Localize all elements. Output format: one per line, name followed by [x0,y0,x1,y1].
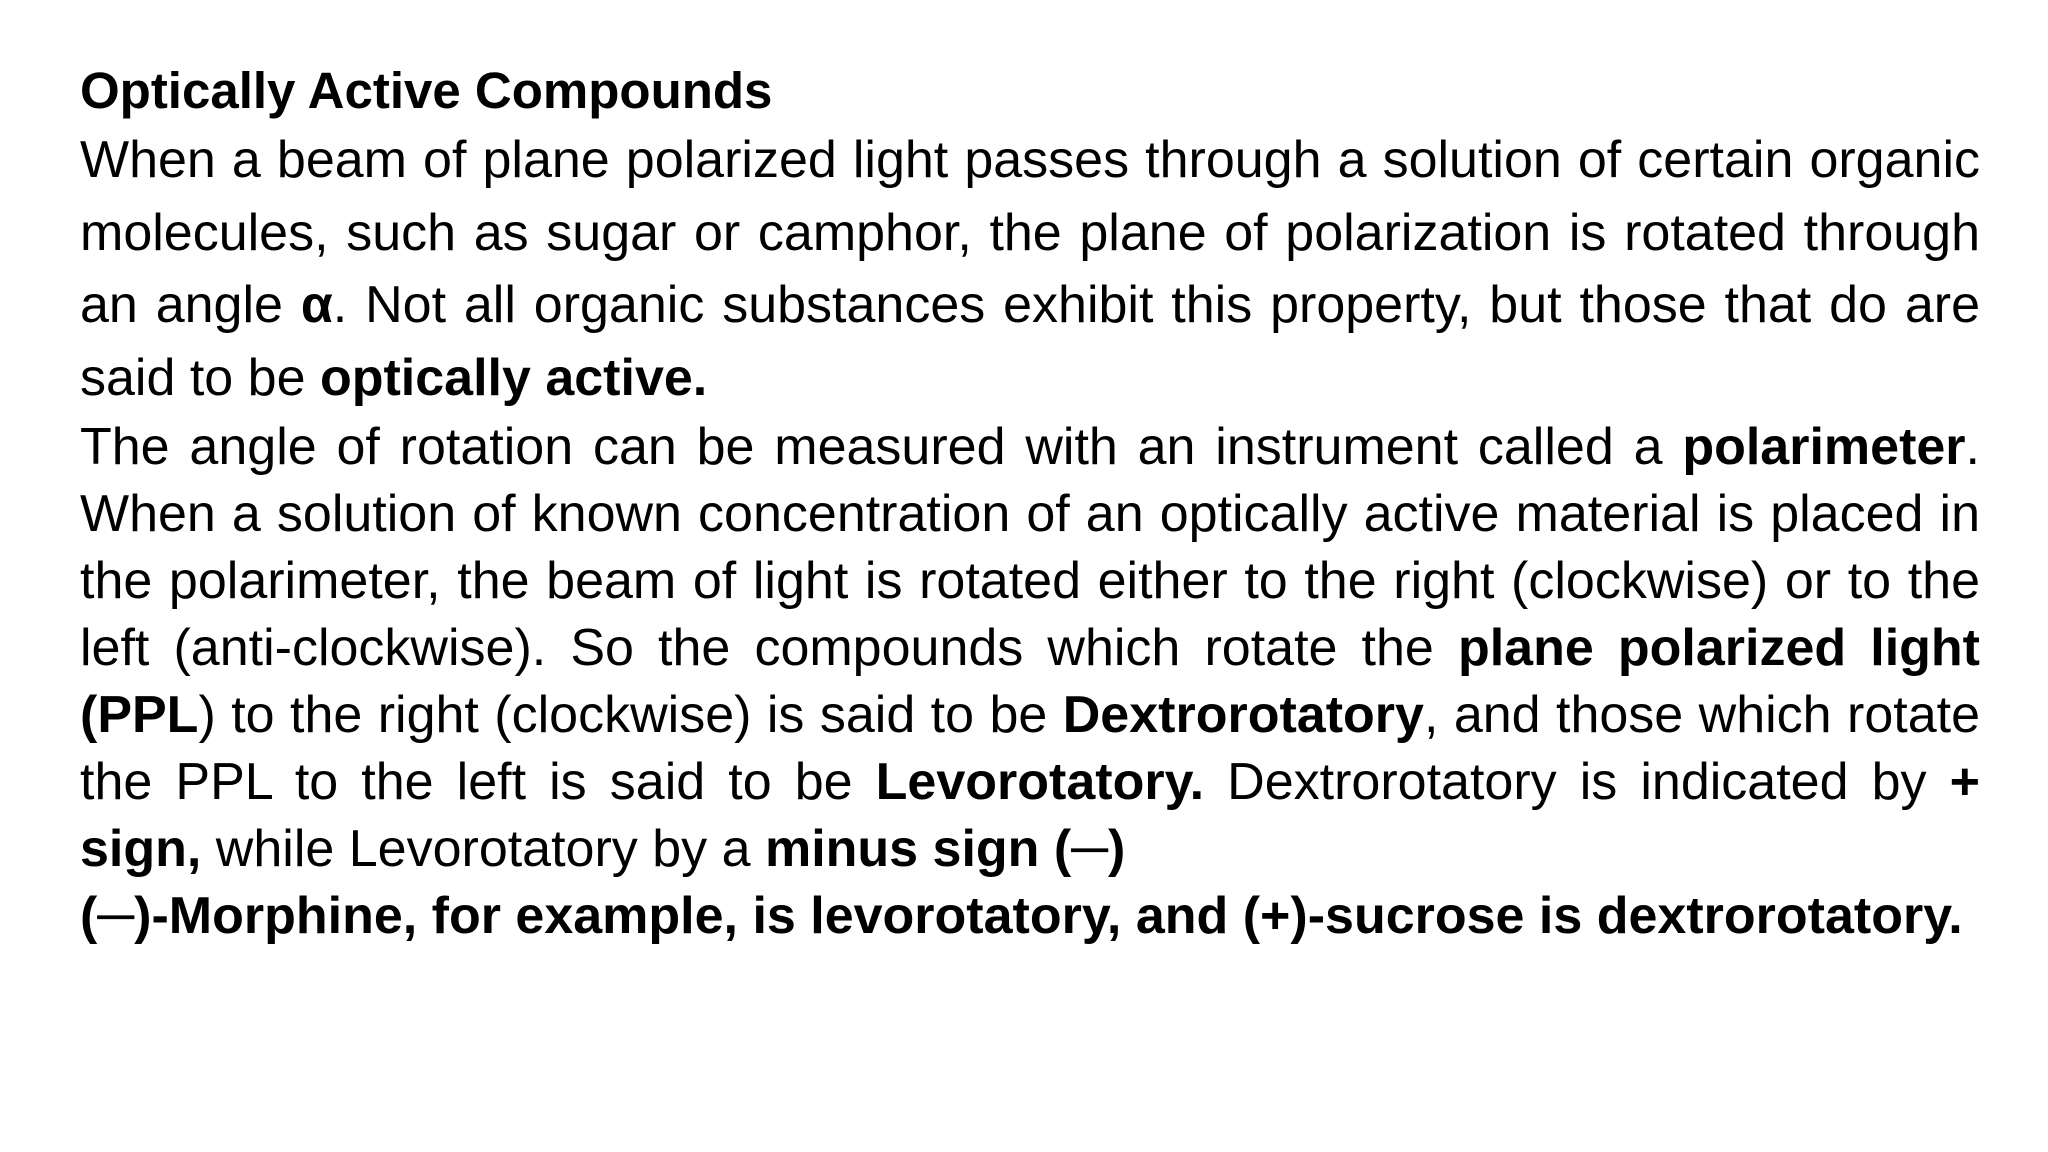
para2-text-1: The angle of rotation can be measured with an instrument called a [80,418,1683,476]
term-dextrorotatory: Dextrorotatory [1062,686,1424,744]
para2-text-6: while Levorotatory by a [201,820,765,878]
page-title: Optically Active Compounds [80,62,773,119]
term-polarimeter: polarimeter [1682,418,1966,476]
term-minus-sign: minus sign (─) [764,820,1126,878]
para1-text-2: . Not all organic substances exhibit this property, but those that do are said to be [80,276,1980,407]
slide-content [80,58,1980,950]
para1-text-1: When a beam of plane polarized light passes through a solution of certain organic molecules, such as sugar or camphor, the plane of polarization is rotated through an angle [80,131,1980,334]
para2-text-5: Dextrorotatory is indicated by [1204,753,1950,811]
paragraph-polarimeter [80,414,1980,883]
paragraph-optical-activity [80,124,1980,414]
alpha-symbol: α [300,276,333,334]
term-plus-sign: + sign, [80,753,1980,878]
term-ppl: plane polarized light (PPL [80,619,1980,744]
term-levorotatory: Levorotatory. [875,753,1205,811]
para2-text-2: . When a solution of known concentration of an optically active material is placed in the polarimeter, the beam of light is rotated either to the right (clockwise) or to the left (anti-clockwise). So the compounds which rotate the [80,418,1980,677]
para2-text-4: , and those which rotate the PPL to the left is said to be [80,686,1980,811]
term-optically-active: optically active. [319,348,708,407]
para2-text-3: ) to the right (clockwise) is said to be [198,686,1063,744]
paragraph-examples: (─)-Morphine, for example, is levorotatory, and (+)-sucrose is dextrorotatory. [80,887,1963,945]
